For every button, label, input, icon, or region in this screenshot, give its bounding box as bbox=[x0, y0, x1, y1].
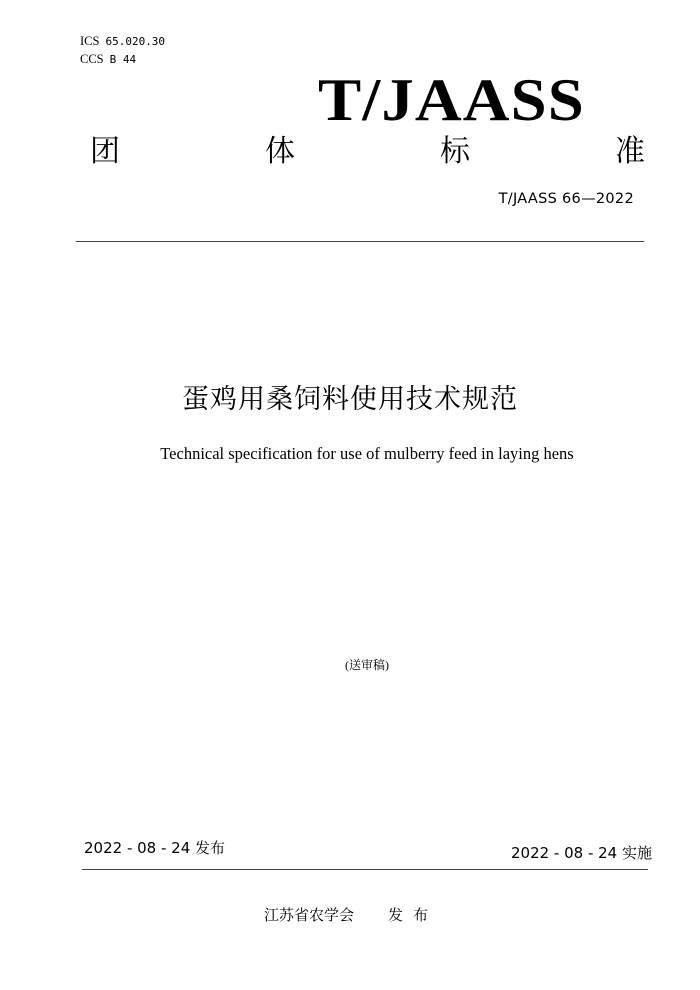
implementation-date: 2022 - 08 - 24 实施 bbox=[510, 844, 652, 862]
ics-label: ICS bbox=[80, 34, 100, 48]
standard-type-char-3: 标 bbox=[440, 134, 470, 169]
ccs-label: CCS bbox=[80, 52, 104, 66]
issuer-line bbox=[264, 905, 438, 925]
draft-status-note: (送审稿) bbox=[345, 658, 389, 672]
top-divider bbox=[76, 241, 644, 242]
standard-logo: T/JAASS bbox=[318, 67, 585, 133]
standard-type-char-2: 体 bbox=[265, 134, 295, 169]
ics-code: 65.020.30 bbox=[105, 35, 166, 48]
publish-date: 2022 - 08 - 24 发布 bbox=[84, 839, 226, 857]
standard-type-char-4: 准 bbox=[615, 134, 645, 169]
ics-line bbox=[80, 34, 165, 49]
standard-type-char-1: 团 bbox=[90, 134, 120, 169]
standard-number: T/JAASS 66—2022 bbox=[498, 191, 634, 207]
bottom-divider bbox=[82, 869, 648, 870]
ccs-line bbox=[80, 52, 136, 67]
issuing-organization: 江苏省农学会 bbox=[264, 906, 355, 924]
issue-action: 发布 bbox=[388, 906, 439, 924]
ccs-code: B 44 bbox=[109, 53, 137, 66]
document-title-chinese: 蛋鸡用桑饲料使用技术规范 bbox=[182, 384, 518, 415]
document-title-english: Technical specification for use of mulberry feed in laying hens bbox=[160, 444, 574, 463]
